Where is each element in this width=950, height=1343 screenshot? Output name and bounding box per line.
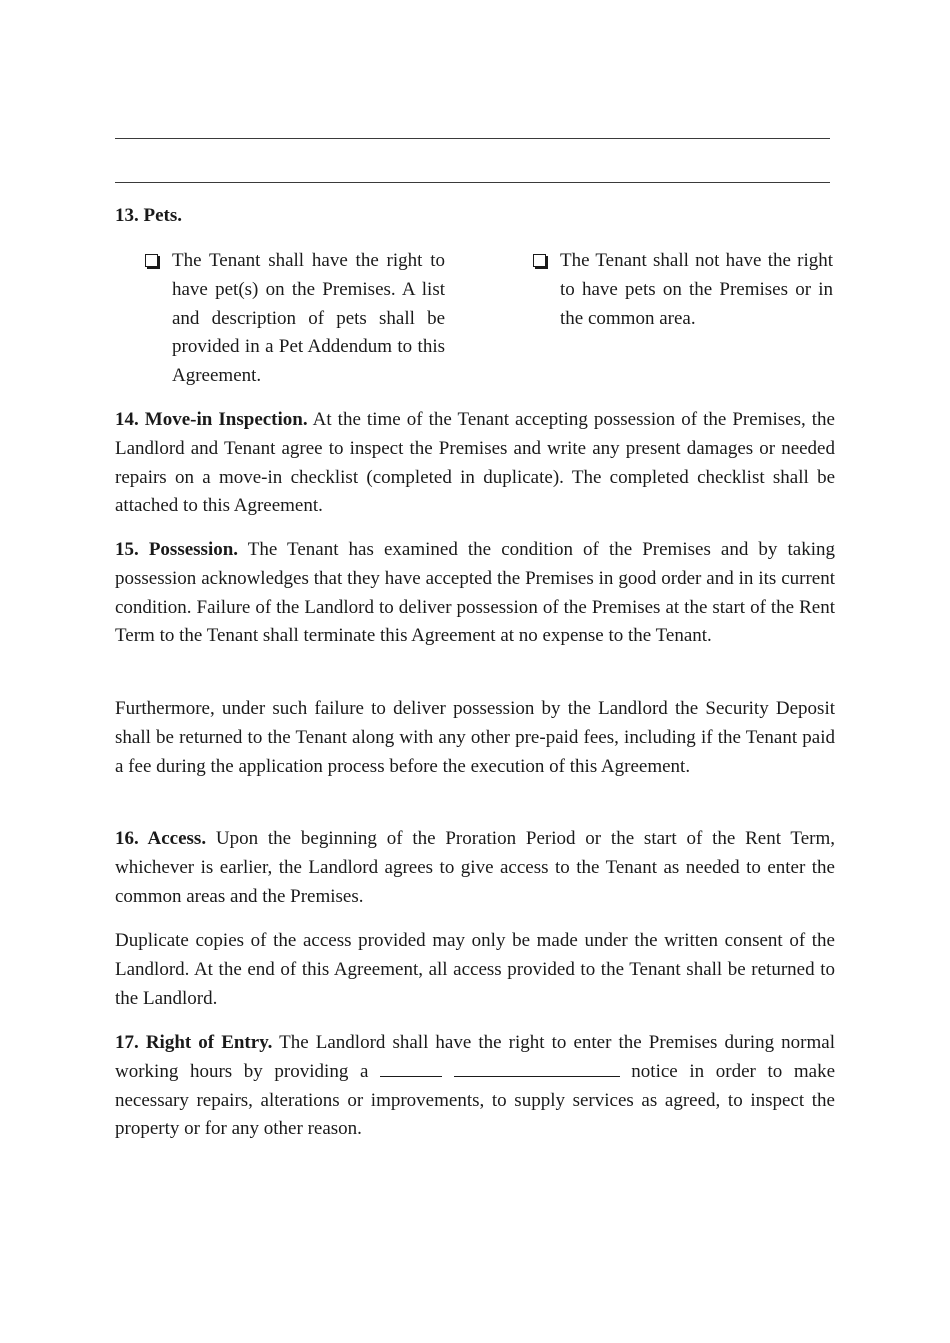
- section-17-paragraph: [115, 1029, 835, 1144]
- pets-allowed-text: The Tenant shall have the right to have pet(s) on the Premises. A list and description of pets shall be provided in a Pet Addendum to this Agreement.: [172, 250, 445, 387]
- notice-amount-blank[interactable]: [380, 1058, 442, 1077]
- blank-fill-line-1[interactable]: [115, 138, 830, 139]
- pets-not-allowed-option: [533, 247, 833, 333]
- pets-allowed-checkbox[interactable]: [145, 254, 158, 267]
- section-17-text-middle: [442, 1061, 454, 1082]
- section-14-heading: 14. Move-in Inspection.: [115, 409, 308, 430]
- section-16-text: Upon the beginning of the Proration Period or the start of the Rent Term, whichever is earlier, the Landlord agrees to give access to the Tenant as needed to enter the common areas and the Premises.: [115, 828, 836, 907]
- section-16-paragraph: [115, 825, 835, 911]
- section-15-text: The Tenant has examined the condition of the Premises and by taking possession acknowledges that they have accepted the Premises in good order and in its current condition. Failure of the Landlord to deliver possession of the Premises at the start of the Rent Term to the Tenant shall terminate this Agreement at no expense to the Tenant.: [115, 539, 835, 647]
- section-17-text-before: The Landlord shall have the right to enter the Premises during normal working hours by providing a: [115, 1032, 835, 1082]
- section-15-paragraph-2: Furthermore, under such failure to deliver possession by the Landlord the Security Deposit shall be returned to the Tenant along with any other pre-paid fees, including if the Tenant paid a fee during the application process before the execution of this Agreement.: [115, 698, 835, 777]
- section-15-paragraph: [115, 536, 835, 651]
- section-16-heading: 16. Access.: [115, 828, 207, 849]
- section-17-heading: 17. Right of Entry.: [115, 1032, 273, 1053]
- section-17-text-after: notice in order to make necessary repairs, alterations or improvements, to supply services as agreed, to inspect the property or for any other reason.: [115, 1060, 836, 1140]
- section-14-text: At the time of the Tenant accepting possession of the Premises, the Landlord and Tenant agree to inspect the Premises and write any present damages or needed repairs on a move-in checklist (completed in duplicate). The completed checklist shall be attached to this Agreement.: [115, 409, 835, 517]
- section-13-heading: 13. Pets.: [115, 205, 183, 226]
- section-16-paragraph-2: Duplicate copies of the access provided may only be made under the written consent of the Landlord. At the end of this Agreement, all access provided to the Tenant shall be returned to the Landlord.: [115, 930, 835, 1009]
- pets-not-allowed-text: The Tenant shall not have the right to have pets on the Premises or in the common area.: [560, 250, 833, 329]
- pets-not-allowed-checkbox[interactable]: [533, 254, 546, 267]
- section-15-heading: 15. Possession.: [115, 539, 239, 560]
- pets-allowed-option: [145, 247, 445, 391]
- notice-period-blank[interactable]: [454, 1058, 620, 1077]
- blank-fill-line-2[interactable]: [115, 182, 830, 183]
- section-14-paragraph: [115, 406, 835, 521]
